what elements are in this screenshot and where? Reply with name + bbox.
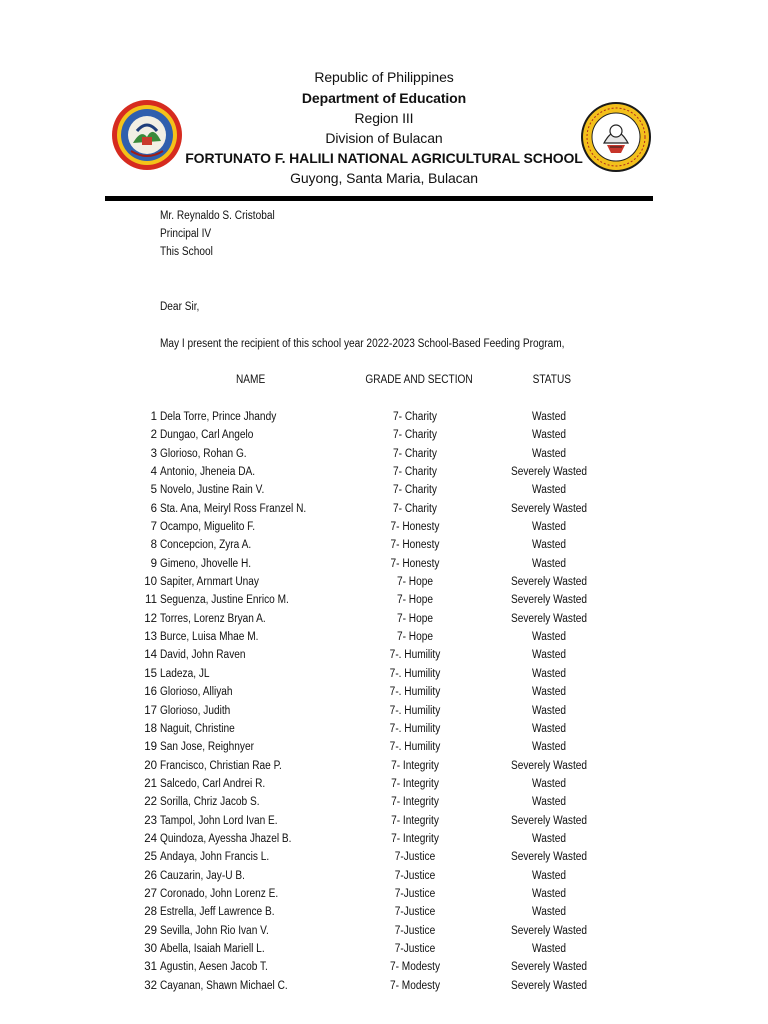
- row-number: 23: [144, 814, 157, 827]
- table-row: [0, 905, 768, 923]
- student-name: Francisco, Christian Rae P.: [160, 759, 282, 772]
- row-number: 32: [144, 979, 157, 992]
- grade-section: 7-Justice: [394, 906, 436, 919]
- grade-section: 7-. Humility: [389, 649, 441, 662]
- recipient-table: [0, 410, 768, 997]
- student-name: Ladeza, JL: [160, 667, 210, 680]
- table-row: [0, 648, 768, 666]
- table-row: [0, 483, 768, 501]
- header-region: Region III: [354, 110, 414, 126]
- grade-section: 7-. Humility: [389, 667, 441, 680]
- grade-section: 7- Integrity: [391, 832, 439, 845]
- student-name: Sevilla, John Rio Ivan V.: [160, 924, 269, 937]
- nutrition-status: Severely Wasted: [510, 814, 588, 827]
- table-row: [0, 795, 768, 813]
- grade-section: 7- Integrity: [391, 759, 439, 772]
- nutrition-status: Wasted: [532, 887, 566, 900]
- nutrition-status: Wasted: [532, 741, 566, 754]
- grade-section: 7-. Humility: [389, 741, 441, 754]
- student-name: Glorioso, Judith: [160, 704, 231, 717]
- nutrition-status: Wasted: [532, 429, 566, 442]
- nutrition-status: Wasted: [532, 521, 566, 534]
- table-row: [0, 740, 768, 758]
- grade-section: 7- Hope: [396, 576, 433, 589]
- table-row: [0, 960, 768, 978]
- row-number: 14: [144, 649, 157, 662]
- recipient-title: Principal IV: [160, 228, 212, 240]
- nutrition-status: Wasted: [532, 667, 566, 680]
- student-name: Salcedo, Carl Andrei R.: [160, 777, 266, 790]
- nutrition-status: Wasted: [532, 777, 566, 790]
- row-number: 6: [150, 502, 157, 515]
- student-name: Naguit, Christine: [160, 722, 235, 735]
- student-name: Estrella, Jeff Lawrence B.: [160, 906, 275, 919]
- nutrition-status: Severely Wasted: [510, 576, 588, 589]
- row-number: 17: [144, 704, 157, 717]
- header-department: Department of Education: [301, 90, 467, 106]
- row-number: 18: [144, 722, 157, 735]
- student-name: Agustin, Aesen Jacob T.: [160, 961, 268, 974]
- row-number: 20: [144, 759, 157, 772]
- grade-section: 7- Hope: [396, 594, 433, 607]
- row-number: 29: [144, 924, 157, 937]
- student-name: Cayanan, Shawn Michael C.: [160, 979, 288, 992]
- grade-section: 7-Justice: [394, 942, 436, 955]
- table-row: [0, 869, 768, 887]
- student-name: Gimeno, Jhovelle H.: [160, 557, 252, 570]
- nutrition-status: Severely Wasted: [510, 924, 588, 937]
- row-number: 26: [144, 869, 157, 882]
- table-row: [0, 850, 768, 868]
- row-number: 1: [150, 411, 157, 423]
- table-row: [0, 630, 768, 648]
- row-number: 2: [150, 429, 157, 442]
- grade-section: 7-. Humility: [389, 722, 441, 735]
- row-number: 11: [145, 594, 157, 607]
- table-row: [0, 924, 768, 942]
- grade-section: 7- Charity: [393, 411, 437, 423]
- column-header-status: STATUS: [532, 374, 572, 386]
- row-number: 24: [144, 832, 157, 845]
- row-number: 4: [150, 466, 157, 479]
- row-number: 22: [144, 796, 157, 809]
- header-address: Guyong, Santa Maria, Bulacan: [290, 170, 478, 186]
- grade-section: 7-Justice: [394, 924, 436, 937]
- table-row: [0, 777, 768, 795]
- nutrition-status: Wasted: [532, 557, 566, 570]
- grade-section: 7- Charity: [393, 447, 437, 460]
- grade-section: 7-Justice: [394, 869, 436, 882]
- grade-section: 7- Hope: [396, 612, 433, 625]
- student-name: Torres, Lorenz Bryan A.: [160, 612, 266, 625]
- nutrition-status: Wasted: [532, 906, 566, 919]
- nutrition-status: Wasted: [532, 447, 566, 460]
- table-row: [0, 502, 768, 520]
- student-name: Dungao, Carl Angelo: [160, 429, 254, 442]
- nutrition-status: Wasted: [532, 411, 566, 423]
- table-row: [0, 557, 768, 575]
- nutrition-status: Severely Wasted: [510, 502, 588, 515]
- table-row: [0, 685, 768, 703]
- row-number: 13: [144, 631, 157, 644]
- student-name: Glorioso, Alliyah: [160, 686, 233, 699]
- row-number: 25: [144, 851, 157, 864]
- row-number: 3: [150, 447, 157, 460]
- student-name: Seguenza, Justine Enrico M.: [160, 594, 289, 607]
- student-name: Concepcion, Zyra A.: [160, 539, 252, 552]
- nutrition-status: Severely Wasted: [510, 466, 588, 479]
- table-row: [0, 814, 768, 832]
- header-republic: Republic of Philippines: [314, 69, 454, 85]
- student-name: Burce, Luisa Mhae M.: [160, 631, 259, 644]
- student-name: Antonio, Jheneia DA.: [160, 466, 256, 479]
- nutrition-status: Severely Wasted: [510, 961, 588, 974]
- student-name: Coronado, John Lorenz E.: [160, 887, 279, 900]
- table-row: [0, 410, 768, 428]
- grade-section: 7-. Humility: [389, 686, 441, 699]
- nutrition-status: Wasted: [532, 484, 566, 497]
- table-row: [0, 832, 768, 850]
- table-row: [0, 667, 768, 685]
- nutrition-status: Severely Wasted: [510, 594, 588, 607]
- grade-section: 7- Integrity: [391, 814, 439, 827]
- student-name: Cauzarin, Jay-U B.: [160, 869, 245, 882]
- student-name: Glorioso, Rohan G.: [160, 447, 247, 460]
- row-number: 27: [144, 887, 157, 900]
- header-school-name: FORTUNATO F. HALILI NATIONAL AGRICULTURAL SCHOOL: [185, 150, 583, 166]
- column-header-grade: GRADE AND SECTION: [365, 374, 473, 386]
- table-row: [0, 538, 768, 556]
- grade-section: 7- Honesty: [390, 539, 440, 552]
- nutrition-status: Severely Wasted: [510, 979, 588, 992]
- row-number: 12: [144, 612, 157, 625]
- student-name: Dela Torre, Prince Jhandy: [160, 411, 277, 423]
- grade-section: 7- Charity: [393, 484, 437, 497]
- nutrition-status: Wasted: [532, 631, 566, 644]
- row-number: 28: [144, 906, 157, 919]
- student-name: Abella, Isaiah Mariell L.: [160, 942, 265, 955]
- row-number: 7: [150, 521, 157, 534]
- row-number: 16: [144, 686, 157, 699]
- row-number: 15: [144, 667, 157, 680]
- grade-section: 7-Justice: [394, 851, 436, 864]
- table-row: [0, 979, 768, 997]
- table-row: [0, 465, 768, 483]
- student-name: San Jose, Reighnyer: [160, 741, 254, 754]
- recipient-place: This School: [160, 246, 213, 258]
- table-row: [0, 593, 768, 611]
- table-row: [0, 704, 768, 722]
- table-row: [0, 887, 768, 905]
- student-name: Tampol, John Lord Ivan E.: [160, 814, 278, 827]
- grade-section: 7- Honesty: [390, 557, 440, 570]
- header-division: Division of Bulacan: [325, 130, 443, 146]
- grade-section: 7-. Humility: [389, 704, 441, 717]
- student-name: Andaya, John Francis L.: [160, 851, 270, 864]
- grade-section: 7- Integrity: [391, 796, 439, 809]
- table-row: [0, 428, 768, 446]
- row-number: 30: [144, 942, 157, 955]
- student-name: Sorilla, Chriz Jacob S.: [160, 796, 260, 809]
- grade-section: 7- Charity: [393, 466, 437, 479]
- row-number: 10: [144, 576, 157, 589]
- nutrition-status: Wasted: [532, 869, 566, 882]
- row-number: 9: [150, 557, 157, 570]
- intro-paragraph: May I present the recipient of this school year 2022-2023 School-Based Feeding Program,: [160, 338, 565, 350]
- student-name: David, John Raven: [160, 649, 246, 662]
- nutrition-status: Severely Wasted: [510, 612, 588, 625]
- nutrition-status: Wasted: [532, 722, 566, 735]
- table-row: [0, 447, 768, 465]
- header-divider: [105, 196, 653, 201]
- grade-section: 7- Charity: [393, 502, 437, 515]
- column-header-name: NAME: [235, 374, 266, 386]
- grade-section: 7- Integrity: [391, 777, 439, 790]
- table-row: [0, 520, 768, 538]
- table-row: [0, 575, 768, 593]
- row-number: 21: [144, 777, 157, 790]
- student-name: Quindoza, Ayessha Jhazel B.: [160, 832, 292, 845]
- nutrition-status: Wasted: [532, 832, 566, 845]
- nutrition-status: Wasted: [532, 649, 566, 662]
- row-number: 5: [150, 484, 157, 497]
- nutrition-status: Wasted: [532, 539, 566, 552]
- row-number: 19: [144, 741, 157, 754]
- nutrition-status: Severely Wasted: [510, 759, 588, 772]
- student-name: Sta. Ana, Meiryl Ross Franzel N.: [160, 502, 307, 515]
- grade-section: 7-Justice: [394, 887, 436, 900]
- nutrition-status: Wasted: [532, 686, 566, 699]
- student-name: Ocampo, Miguelito F.: [160, 521, 256, 534]
- nutrition-status: Wasted: [532, 942, 566, 955]
- table-row: [0, 612, 768, 630]
- salutation: Dear Sir,: [160, 301, 200, 313]
- nutrition-status: Wasted: [532, 796, 566, 809]
- table-row: [0, 722, 768, 740]
- student-name: Sapiter, Arnmart Unay: [160, 576, 259, 589]
- grade-section: 7- Modesty: [389, 979, 441, 992]
- grade-section: 7- Modesty: [389, 961, 441, 974]
- nutrition-status: Severely Wasted: [510, 851, 588, 864]
- grade-section: 7- Charity: [393, 429, 437, 442]
- grade-section: 7- Honesty: [390, 521, 440, 534]
- row-number: 8: [150, 539, 157, 552]
- grade-section: 7- Hope: [396, 631, 433, 644]
- table-row: [0, 759, 768, 777]
- student-name: Novelo, Justine Rain V.: [160, 484, 265, 497]
- recipient-name: Mr. Reynaldo S. Cristobal: [160, 210, 275, 222]
- row-number: 31: [144, 961, 157, 974]
- nutrition-status: Wasted: [532, 704, 566, 717]
- table-row: [0, 942, 768, 960]
